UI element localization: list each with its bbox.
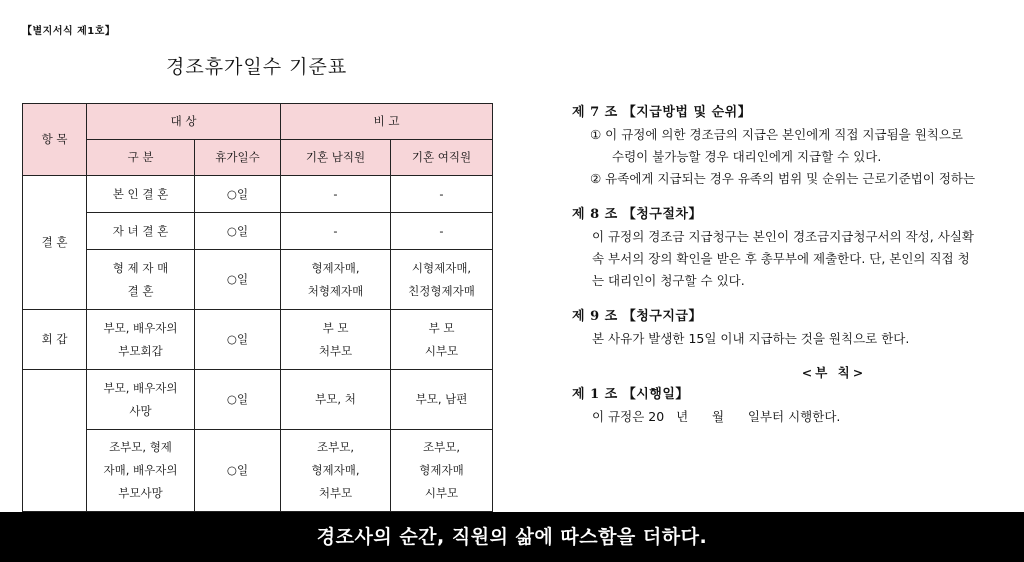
row-female-line: 친정형제자매 (408, 283, 475, 298)
row-female: - (391, 176, 493, 213)
row-days: ○일 (195, 213, 281, 250)
article-9-title: 제 9 조 【청구지급】 (572, 309, 702, 324)
row-days: ○일 (195, 176, 281, 213)
annex-article-1-line: 이 규정은 20 년 월 일부터 시행한다. (592, 409, 841, 424)
row-category-line: 형 제 자 매 (112, 260, 169, 275)
table-row (23, 430, 493, 512)
row-category-line: 결 혼 (127, 283, 154, 298)
row-male-line: 처형제자매 (307, 283, 364, 298)
row-category: 본 인 결 혼 (87, 176, 195, 213)
article-8-line: 이 규정의 경조금 지급청구는 본인이 경조금지급청구서의 작성, 사실확 (592, 229, 974, 244)
row-male: - (281, 176, 391, 213)
row-category (87, 430, 195, 512)
header-married-female: 기혼 여직원 (391, 140, 493, 176)
row-male: 부모, 처 (281, 370, 391, 430)
annex-article-1-title: 제 1 조 【시행일】 (572, 387, 689, 402)
row-category-line: 부모사망 (118, 486, 163, 500)
row-male: - (281, 213, 391, 250)
row-female: 부모, 남편 (391, 370, 493, 430)
row-female-line: 조부모, (423, 440, 460, 454)
row-male-line: 형제자매, (311, 463, 360, 477)
row-female-line: 형제자매 (419, 463, 464, 477)
row-category-line: 조부모, 형제 (109, 440, 172, 454)
group-sixtieth-birthday: 회 갑 (23, 310, 87, 370)
article-7-line: 수령이 불가능할 경우 대리인에게 지급할 수 있다. (612, 149, 882, 164)
row-female (391, 250, 493, 310)
row-female: - (391, 213, 493, 250)
row-female-line: 시부모 (424, 486, 459, 500)
row-male (281, 430, 391, 512)
header-leave-days: 휴가일수 (195, 140, 281, 176)
header-item: 항 목 (23, 104, 87, 176)
row-male-line: 형제자매, (311, 260, 360, 275)
video-subtitle: 경조사의 순간, 직원의 삶에 따스함을 더하다. (0, 512, 1024, 562)
regulation-articles (572, 96, 1024, 428)
row-category-line: 사망 (129, 403, 152, 418)
article-7-line: ② 유족에게 지급되는 경우 유족의 범위 및 순위는 근로기준법이 정하는 (590, 171, 976, 186)
table-row (23, 213, 493, 250)
row-category (87, 310, 195, 370)
row-female (391, 430, 493, 512)
row-female-line: 부 모 (428, 320, 455, 335)
header-target: 대 상 (87, 104, 281, 140)
form-number-label: 【별지서식 제1호】 (22, 26, 116, 37)
row-category-line: 자매, 배우자의 (103, 463, 178, 477)
article-7-title: 제 7 조 【지급방법 및 순위】 (572, 105, 752, 120)
row-category: 자 녀 결 혼 (87, 213, 195, 250)
article-7-line: ① 이 규정에 의한 경조금의 지급은 본인에게 직접 지급됨을 원칙으로 (590, 127, 963, 142)
group-marriage: 결 혼 (23, 176, 87, 310)
group-bereavement (23, 370, 87, 512)
row-category (87, 370, 195, 430)
table-row (23, 176, 493, 213)
row-category-line: 부모회갑 (118, 343, 163, 358)
table-row (23, 310, 493, 370)
row-category-line: 부모, 배우자의 (103, 380, 178, 395)
row-days: ○일 (195, 430, 281, 512)
article-8-title: 제 8 조 【청구절차】 (572, 207, 702, 222)
row-male-line: 처부모 (318, 486, 353, 500)
article-8-line: 속 부서의 장의 확인을 받은 후 총무부에 제출한다. 단, 본인의 직접 청 (592, 251, 970, 266)
table-row (23, 370, 493, 430)
row-category (87, 250, 195, 310)
header-married-male: 기혼 남직원 (281, 140, 391, 176)
row-male (281, 250, 391, 310)
row-category-line: 부모, 배우자의 (103, 320, 178, 335)
row-male-line: 처부모 (318, 343, 353, 358)
row-days: ○일 (195, 250, 281, 310)
row-days: ○일 (195, 310, 281, 370)
article-8-line: 는 대리인이 청구할 수 있다. (592, 273, 745, 288)
header-category: 구 분 (87, 140, 195, 176)
document-title: 경조휴가일수 기준표 (166, 56, 348, 78)
row-female-line: 시부모 (424, 343, 459, 358)
row-male-line: 조부모, (317, 440, 354, 454)
header-note: 비 고 (281, 104, 493, 140)
annex-heading: <부 칙> (801, 365, 867, 380)
row-female (391, 310, 493, 370)
table-row (23, 250, 493, 310)
row-male (281, 310, 391, 370)
leave-days-table (22, 103, 493, 512)
row-female-line: 시형제자매, (411, 260, 472, 275)
row-days: ○일 (195, 370, 281, 430)
row-male-line: 부 모 (322, 320, 349, 335)
article-9-line: 본 사유가 발생한 15일 이내 지급하는 것을 원칙으로 한다. (592, 331, 910, 346)
